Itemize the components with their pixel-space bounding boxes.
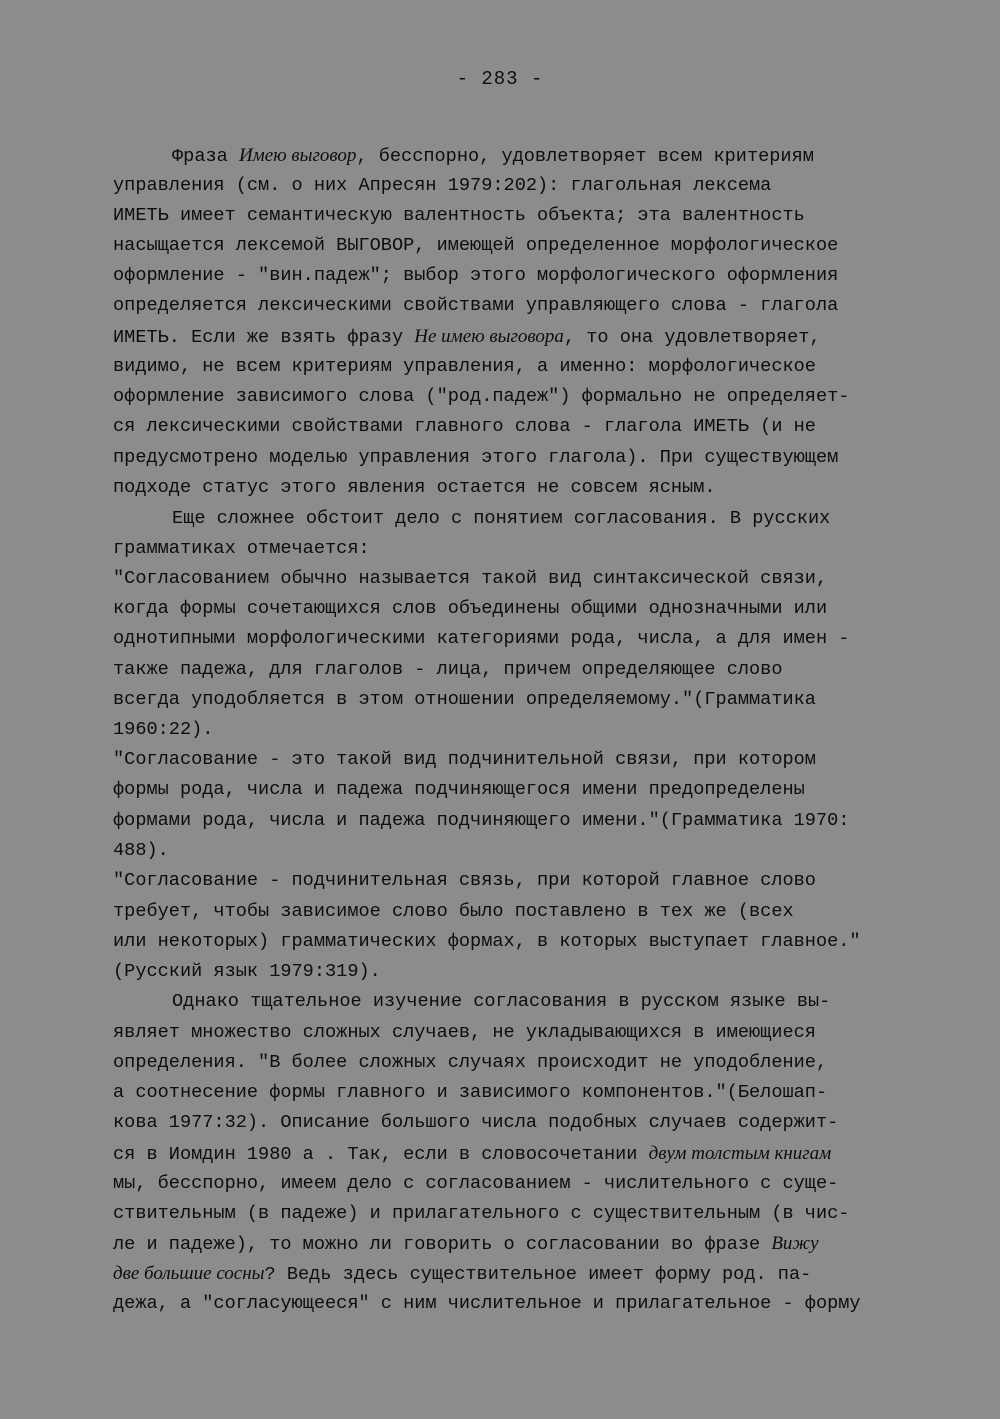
line-text: подходе статус этого явления остается не совсем ясным. — [113, 477, 716, 498]
line-text: однотипными морфологическими категориями рода, числа, а для имен - — [113, 628, 850, 649]
line-text: ле и падеже), то можно ли говорить о согласовании во фразе — [113, 1234, 772, 1255]
text-line — [113, 355, 816, 379]
line-text: когда формы сочетающихся слов объединены общими однозначными или — [113, 598, 828, 619]
text-line — [113, 204, 805, 228]
line-text: оформление - "вин.падеж"; выбор этого морфологического оформления — [113, 265, 839, 286]
line-text: управления (см. о них Апресян 1979:202): глагольная лексема — [113, 175, 772, 196]
line-text: ИМЕТЬ. Если же взять фразу — [113, 327, 415, 348]
italic-example: Вижу — [771, 1233, 819, 1254]
line-text: , то она удовлетворяет, — [563, 327, 821, 348]
line-text: а соотнесение формы главного и зависимого компонентов."(Белошап- — [113, 1082, 828, 1103]
text-line — [113, 234, 838, 258]
text-line — [113, 900, 794, 924]
line-text: формы рода, числа и падежа подчиняющегося имени предопределены — [113, 779, 805, 800]
line-text: "Согласование - подчинительная связь, при которой главное слово — [113, 870, 816, 891]
text-line — [113, 658, 782, 682]
italic-example: Имею выговор — [238, 145, 357, 166]
line-text: Фраза — [172, 146, 239, 167]
text-line — [113, 1081, 827, 1105]
text-line — [113, 960, 381, 984]
text-line — [113, 839, 169, 863]
text-line — [113, 1232, 819, 1256]
text-line — [113, 476, 716, 500]
text-line — [113, 627, 849, 651]
line-text: предусмотрено моделью управления этого глагола). При существующем — [113, 447, 839, 468]
text-line — [113, 869, 816, 893]
text-line — [113, 1021, 816, 1045]
text-line — [113, 930, 861, 954]
line-text: мы, бесспорно, имеем дело с согласованием - числительного с суще- — [113, 1173, 839, 1194]
text-line — [113, 537, 370, 561]
text-line — [113, 778, 805, 802]
line-text: дежа, а "согласующееся" с ним числительное и прилагательное - форму — [113, 1293, 861, 1314]
line-text: требует, чтобы зависимое слово было поставлено в тех же (всех — [113, 901, 794, 922]
text-line — [113, 294, 838, 318]
line-text: всегда уподобляется в этом отношении определяемому."(Грамматика — [113, 689, 816, 710]
text-line — [113, 1111, 838, 1135]
line-text: (Русский язык 1979:319). — [113, 961, 381, 982]
text-line — [113, 415, 816, 439]
line-text: ? Ведь здесь существительное имеет форму род. па- — [264, 1264, 812, 1285]
text-line — [113, 1292, 861, 1316]
text-line — [113, 718, 213, 742]
line-text: "Согласование - это такой вид подчинительной связи, при котором — [113, 749, 816, 770]
text-line — [113, 1202, 849, 1226]
line-text: ся лексическими свойствами главного слова - глагола ИМЕТЬ (и не — [113, 416, 816, 437]
line-text: определяется лексическими свойствами управляющего слова - глагола — [113, 295, 839, 316]
text-line — [113, 1142, 831, 1166]
line-text: или некоторых) грамматических формах, в которых выступает главное." — [113, 931, 861, 952]
line-text: Еще сложнее обстоит дело с понятием согласования. В русских — [172, 508, 831, 529]
line-text: также падежа, для глаголов - лица, причем определяющее слово — [113, 659, 783, 680]
text-line — [113, 264, 838, 288]
line-text: определения. "В более сложных случаях происходит не уподобление, — [113, 1052, 828, 1073]
text-line — [113, 325, 821, 349]
text-line — [113, 748, 816, 772]
text-line — [113, 1262, 811, 1286]
line-text: кова 1977:32). Описание большого числа подобных случаев содержит- — [113, 1112, 839, 1133]
line-text: являет множество сложных случаев, не укладывающихся в имеющиеся — [113, 1022, 816, 1043]
italic-example: двум толстым книгам — [648, 1143, 832, 1164]
text-line — [113, 597, 827, 621]
text-line — [113, 1051, 827, 1075]
text-line — [113, 809, 849, 833]
text-line — [172, 144, 814, 168]
line-text: 488). — [113, 840, 169, 861]
text-line — [113, 446, 838, 470]
text-line — [172, 990, 830, 1014]
text-line — [113, 174, 771, 198]
line-text: ся в Иомдин 1980 а . Так, если в словосочетании — [113, 1144, 649, 1165]
line-text: 1960:22). — [113, 719, 214, 740]
italic-example: две большие сосны — [113, 1263, 265, 1284]
page-number: - 283 - — [456, 68, 544, 90]
text-line — [113, 385, 849, 409]
text-line — [113, 1172, 838, 1196]
line-text: насыщается лексемой ВЫГОВОР, имеющей определенное морфологическое — [113, 235, 839, 256]
line-text: видимо, не всем критериям управления, а именно: морфологическое — [113, 356, 816, 377]
line-text: оформление зависимого слова ("род.падеж") формально не определяет- — [113, 386, 850, 407]
line-text: Однако тщательное изучение согласования в русском языке вы- — [172, 991, 831, 1012]
line-text: ИМЕТЬ имеет семантическую валентность объекта; эта валентность — [113, 205, 805, 226]
line-text: , бесспорно, удовлетворяет всем критериям — [356, 146, 814, 167]
line-text: "Согласованием обычно называется такой вид синтаксической связи, — [113, 568, 828, 589]
line-text: грамматиках отмечается: — [113, 538, 370, 559]
line-text: формами рода, числа и падежа подчиняющего имени."(Грамматика 1970: — [113, 810, 850, 831]
italic-example: Не имею выговора — [414, 326, 564, 347]
line-text: ствительным (в падеже) и прилагательного с существительным (в чис- — [113, 1203, 850, 1224]
text-line — [113, 567, 827, 591]
text-line — [113, 688, 816, 712]
text-line — [172, 507, 830, 531]
